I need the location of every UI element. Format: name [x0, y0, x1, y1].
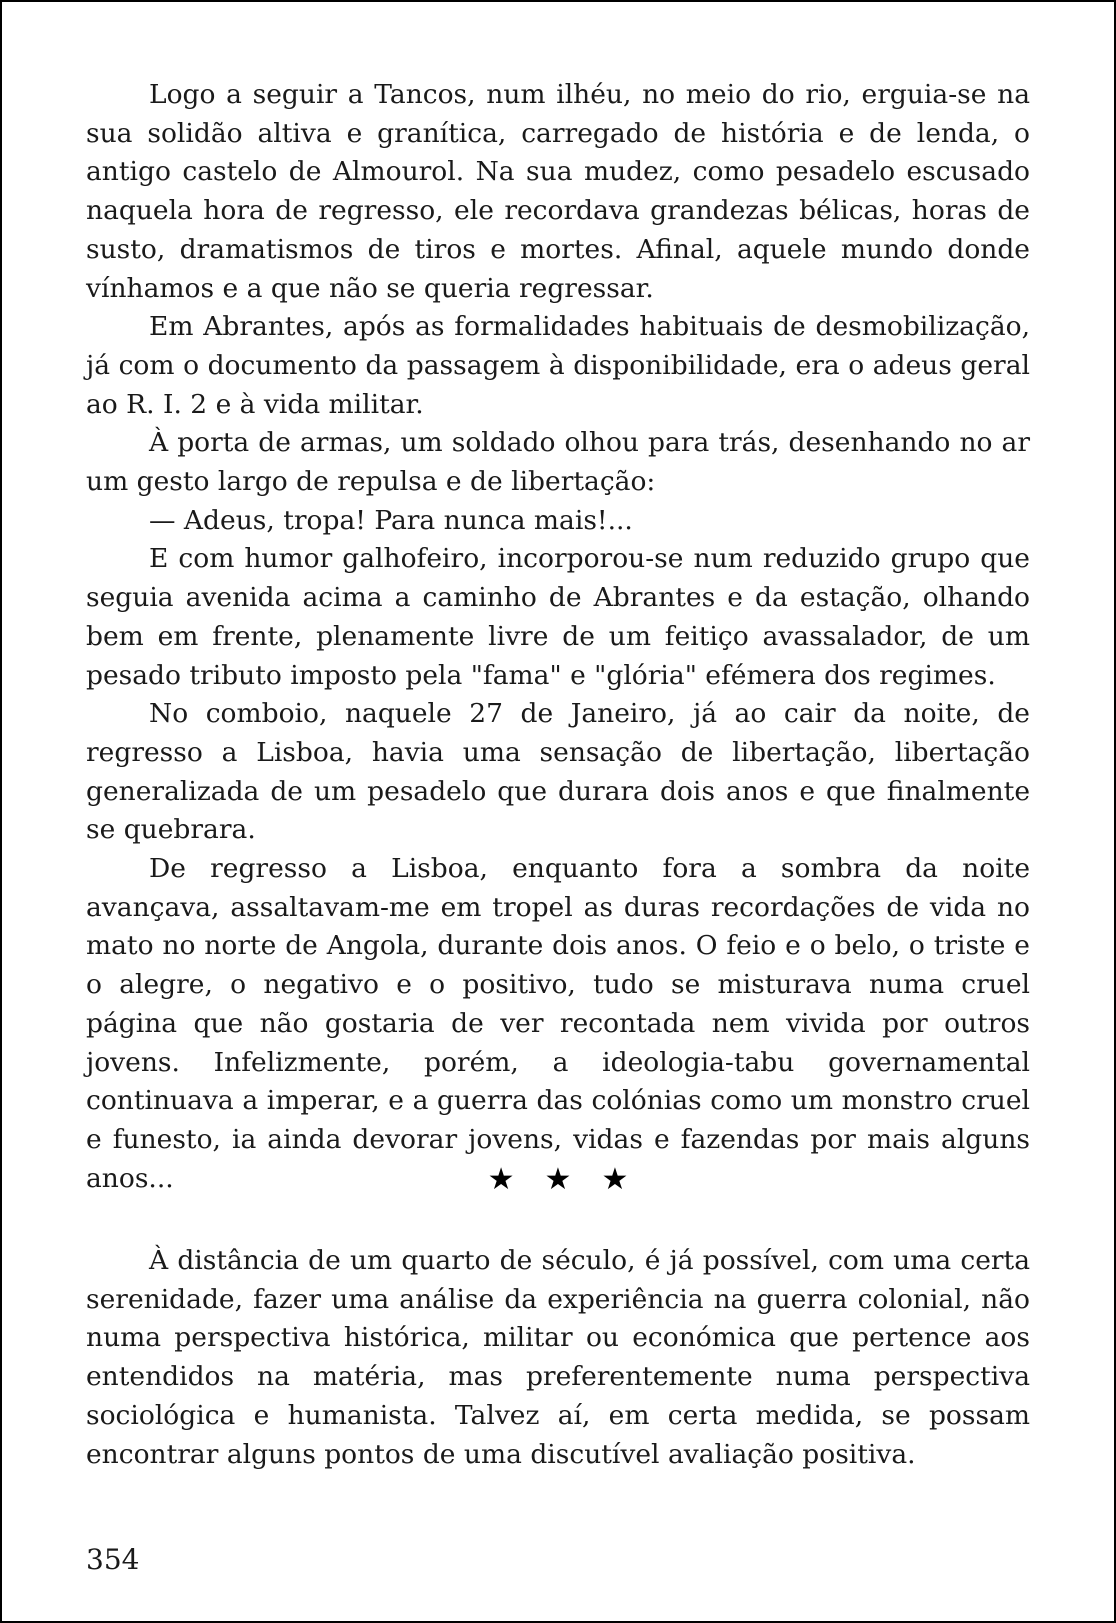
star-icon: ★: [487, 1162, 515, 1197]
paragraph: À distância de um quarto de século, é já possível, com uma certa serenidade, fazer uma análise da experiência na guerra colonial, não numa perspectiva histórica, militar ou económica que pertence aos entendidos na matéria, mas preferentemente numa perspectiva sociológica e humanista. Talvez aí, em certa medida, se possam encontrar alguns pontos de uma discutível avaliação positiva.: [86, 1245, 1030, 1470]
section-divider: [2, 1160, 1114, 1200]
paragraph: No comboio, naquele 27 de Janeiro, já ao cair da noite, de regresso a Lisboa, havia uma sensação de libertação, libertação generalizada de um pesadelo que durara dois anos e que finalmente se quebrara.: [86, 698, 1030, 846]
paragraph: E com humor galhofeiro, incorporou-se num reduzido grupo que seguia avenida acima a caminho de Abrantes e da estação, olhando bem em frente, plenamente livre de um feitiço avassalador, de um pesado tributo imposto pela "fama" e "glória" efémera dos regimes.: [86, 543, 1030, 691]
paragraph: À porta de armas, um soldado olhou para trás, desenhando no ar um gesto largo de repulsa e de libertação:: [86, 427, 1030, 498]
text-section-1: [86, 76, 1030, 1198]
page-number: 354: [86, 1543, 140, 1576]
star-icon: ★: [544, 1162, 572, 1197]
paragraph: De regresso a Lisboa, enquanto fora a sombra da noite avançava, assaltavam-me em tropel as duras recordações de vida no mato no norte de Angola, durante dois anos. O feio e o belo, o triste e o alegre, o negativo e o positivo, tudo se misturava numa cruel página que não gostaria de ver recontada nem vivida por outros jovens. Infelizmente, porém, a ideologia-tabu governamental continuava a imperar, e a guerra das colónias como um monstro cruel e funesto, ia ainda devorar jovens, vidas e fazendas por mais alguns anos...: [86, 853, 1030, 1194]
paragraph: Logo a seguir a Tancos, num ilhéu, no meio do rio, erguia-se na sua solidão altiva e granítica, carregado de história e de lenda, o antigo castelo de Almourol. Na sua mudez, como pesadelo escusado naquela hora de regresso, ele recordava grandezas bélicas, horas de susto, dramatismos de tiros e mortes. Afinal, aquele mundo donde vínhamos e a que não se queria regressar.: [86, 79, 1030, 304]
star-icon: ★: [601, 1162, 629, 1197]
dialogue-line: — Adeus, tropa! Para nunca mais!...: [149, 504, 633, 536]
text-section-2: [86, 1242, 1030, 1474]
paragraph: Em Abrantes, após as formalidades habituais de desmobilização, já com o documento da passagem à disponibilidade, era o adeus geral ao R. I. 2 e à vida militar.: [86, 311, 1030, 420]
